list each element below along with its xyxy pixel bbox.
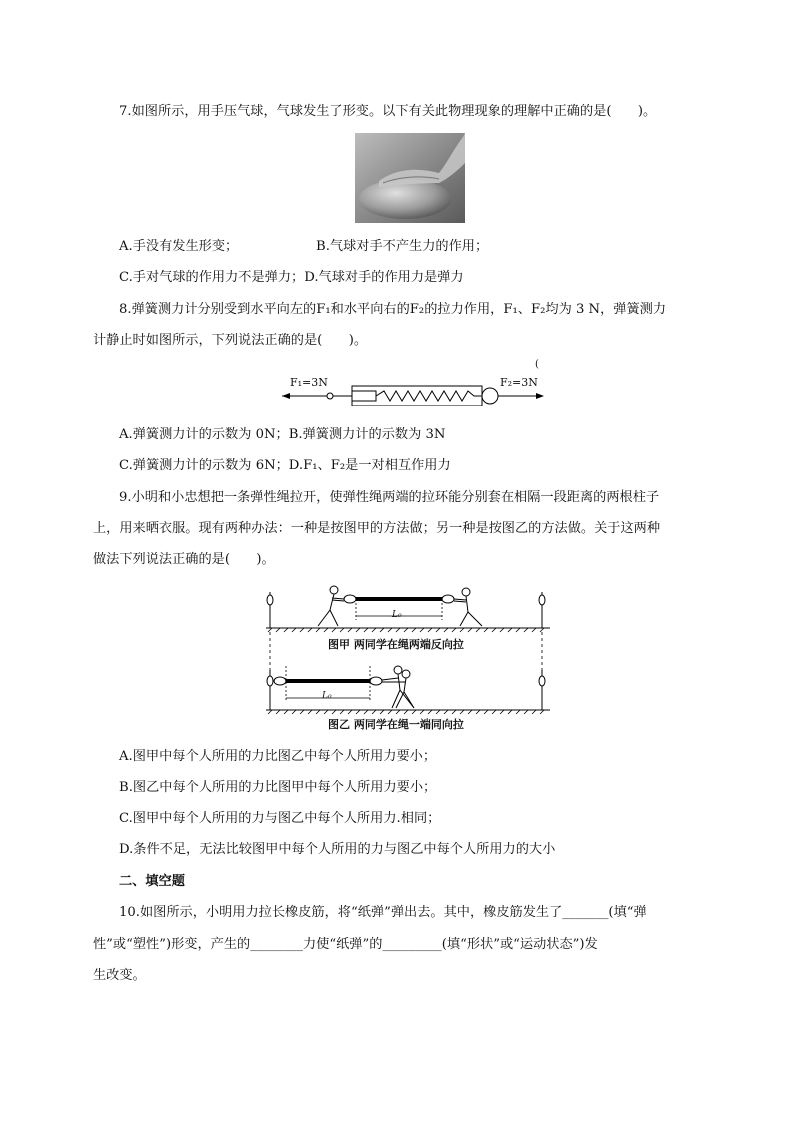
- rope-pull-figure: [262, 580, 554, 730]
- q9-option-d: D.条件不足，无法比较图甲中每个人所用的力与图乙中每个人所用力的大小: [119, 842, 556, 857]
- f1-label: F₁=3N: [290, 376, 328, 389]
- q9-stem-line3: 做法下列说法正确的是( )。: [93, 552, 275, 567]
- q8-stem-line2: 计静止时如图所示，下列说法正确的是( )。: [93, 333, 368, 348]
- stray-mark: (: [535, 359, 539, 370]
- section-heading: 二、填空题: [119, 874, 185, 889]
- q9-option-b: B.图乙中每个人所用的力比图甲中每个人所用力要小；: [119, 780, 437, 795]
- q9-stem-line2: 上，用来晒衣服。现有两种办法：一种是按图甲的方法做；另一种是按图乙的方法做。关于这两种: [93, 521, 661, 536]
- q7-stem: 7.如图所示，用手压气球，气球发生了形变。以下有关此物理现象的理解中正确的是( )。: [119, 104, 657, 119]
- spring-scale-figure: [282, 358, 544, 406]
- q8-options-cd: C.弹簧测力计的示数为 6N；D.F₁、F₂是一对相互作用力: [119, 458, 451, 473]
- q9-stem-line1: 9.小明和小忠想把一条弹性绳拉开，使弹性绳两端的拉环能分别套在相隔一段距离的两根柱子: [119, 490, 660, 505]
- q7-option-b: B.气球对手不产生力的作用；: [316, 239, 489, 254]
- f2-label: F₂=3N: [500, 376, 538, 389]
- q10-line3: 生改变。: [93, 968, 146, 983]
- fig-jia-caption: 图甲 两同学在绳两端反向拉: [328, 638, 464, 651]
- q9-option-a: A.图甲中每个人所用的力比图乙中每个人所用力要小；: [119, 749, 437, 764]
- q8-stem-line1: 8.弹簧测力计分别受到水平向左的F₁和水平向右的F₂的拉力作用，F₁、F₂均为 3 N，弹簧测力: [119, 302, 667, 317]
- q8-options-ab: A.弹簧测力计的示数为 0N；B.弹簧测力计的示数为 3N: [119, 427, 446, 442]
- q10-line1: 10.如图所示，小明用力拉长橡皮筋，将“纸弹”弹出去。其中，橡皮筋发生了_______(填“弹: [119, 905, 647, 920]
- balloon-photo: [355, 133, 465, 223]
- l0-label-yi: L₀: [322, 691, 332, 701]
- q10-line2: 性”或“塑性”)形变，产生的________力使“纸弹”的_________(填“形状”或“运动状态”)发: [93, 937, 598, 952]
- fig-yi-caption: 图乙 两同学在绳一端同向拉: [328, 718, 464, 731]
- q7-option-a: A.手没有发生形变；: [119, 239, 239, 254]
- q7-options-cd: C.手对气球的作用力不是弹力；D.气球对手的作用力是弹力: [119, 270, 464, 285]
- l0-label-jia: L₀: [392, 610, 402, 620]
- q9-option-c: C.图甲中每个人所用的力与图乙中每个人所用力.相同；: [119, 811, 441, 826]
